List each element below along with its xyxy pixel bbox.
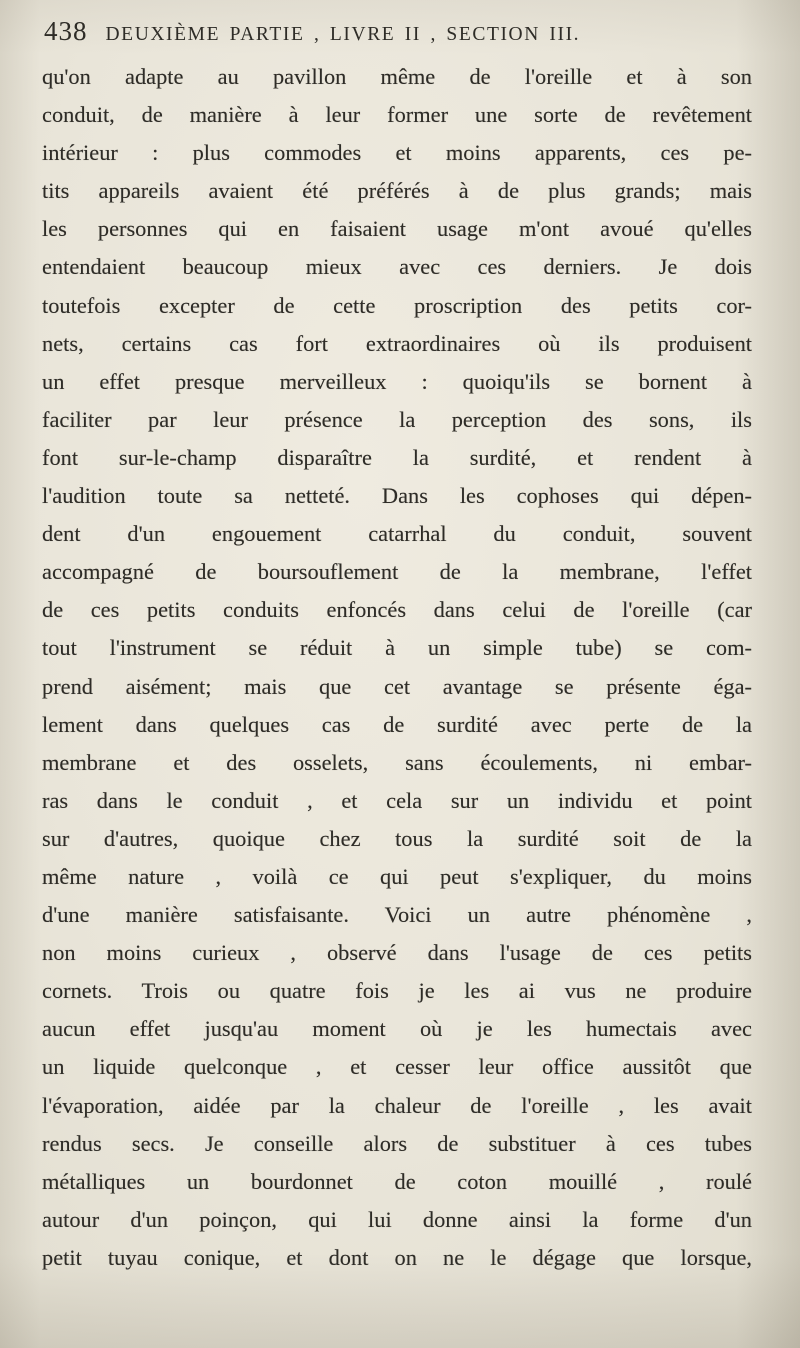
text-line: métalliques un bourdonnet de coton mouillé , roulé [42, 1168, 752, 1194]
page-number: 438 [44, 16, 88, 46]
text-line: intérieur : plus commodes et moins apparents, ces pe- [42, 140, 752, 166]
text-line: de ces petits conduits enfoncés dans celui de l'oreille (car [42, 597, 752, 623]
text-line: tits appareils avaient été préférés à de plus grands; mais [42, 178, 752, 204]
text-line: nets, certains cas fort extraordinaires où ils produisent [42, 330, 752, 356]
running-head-title: DEUXIÈME PARTIE , LIVRE II , SECTION III. [105, 24, 581, 45]
text-line: un liquide quelconque , et cesser leur office aussitôt que [42, 1054, 752, 1080]
text-line: même nature , voilà ce qui peut s'expliquer, du moins [42, 863, 752, 889]
text-line: l'audition toute sa netteté. Dans les cophoses qui dépen- [42, 483, 752, 509]
text-line: petit tuyau conique, et dont on ne le dégage que lorsque, [42, 1244, 752, 1270]
text-line: accompagné de boursouflement de la membrane, l'effet [42, 559, 752, 585]
text-line: qu'on adapte au pavillon même de l'oreille et à son [42, 64, 752, 89]
text-line: prend aisément; mais que cet avantage se présente éga- [42, 673, 752, 699]
text-line: non moins curieux , observé dans l'usage de ces petits [42, 940, 752, 966]
text-line: conduit, de manière à leur former une sorte de revêtement [42, 102, 752, 128]
text-line: cornets. Trois ou quatre fois je les ai vus ne produire [42, 978, 752, 1004]
text-line: autour d'un poinçon, qui lui donne ainsi la forme d'un [42, 1206, 752, 1232]
text-line: membrane et des osselets, sans écoulements, ni embar- [42, 749, 752, 775]
text-line: entendaient beaucoup mieux avec ces derniers. Je dois [42, 254, 752, 280]
page-text [0, 47, 800, 1277]
text-line: ras dans le conduit , et cela sur un individu et point [42, 787, 752, 813]
text-line: faciliter par leur présence la perception des sons, ils [42, 406, 752, 432]
text-line: toutefois excepter de cette proscription des petits cor- [42, 292, 752, 318]
text-line: dent d'un engouement catarrhal du conduit, souvent [42, 521, 752, 547]
text-line: un effet presque merveilleux : quoiqu'ils se bornent à [42, 368, 752, 394]
text-line: aucun effet jusqu'au moment où je les humectais avec [42, 1016, 752, 1042]
text-line: rendus secs. Je conseille alors de substituer à ces tubes [42, 1130, 752, 1156]
text-line: l'évaporation, aidée par la chaleur de l'oreille , les avait [42, 1092, 752, 1118]
text-line: d'une manière satisfaisante. Voici un autre phénomène , [42, 902, 752, 928]
text-line: tout l'instrument se réduit à un simple tube) se com- [42, 635, 752, 661]
text-line: les personnes qui en faisaient usage m'ont avoué qu'elles [42, 216, 752, 242]
text-line: font sur-le-champ disparaître la surdité, et rendent à [42, 444, 752, 470]
running-head [0, 0, 800, 47]
text-line: lement dans quelques cas de surdité avec perte de la [42, 711, 752, 737]
text-line: sur d'autres, quoique chez tous la surdité soit de la [42, 825, 752, 851]
